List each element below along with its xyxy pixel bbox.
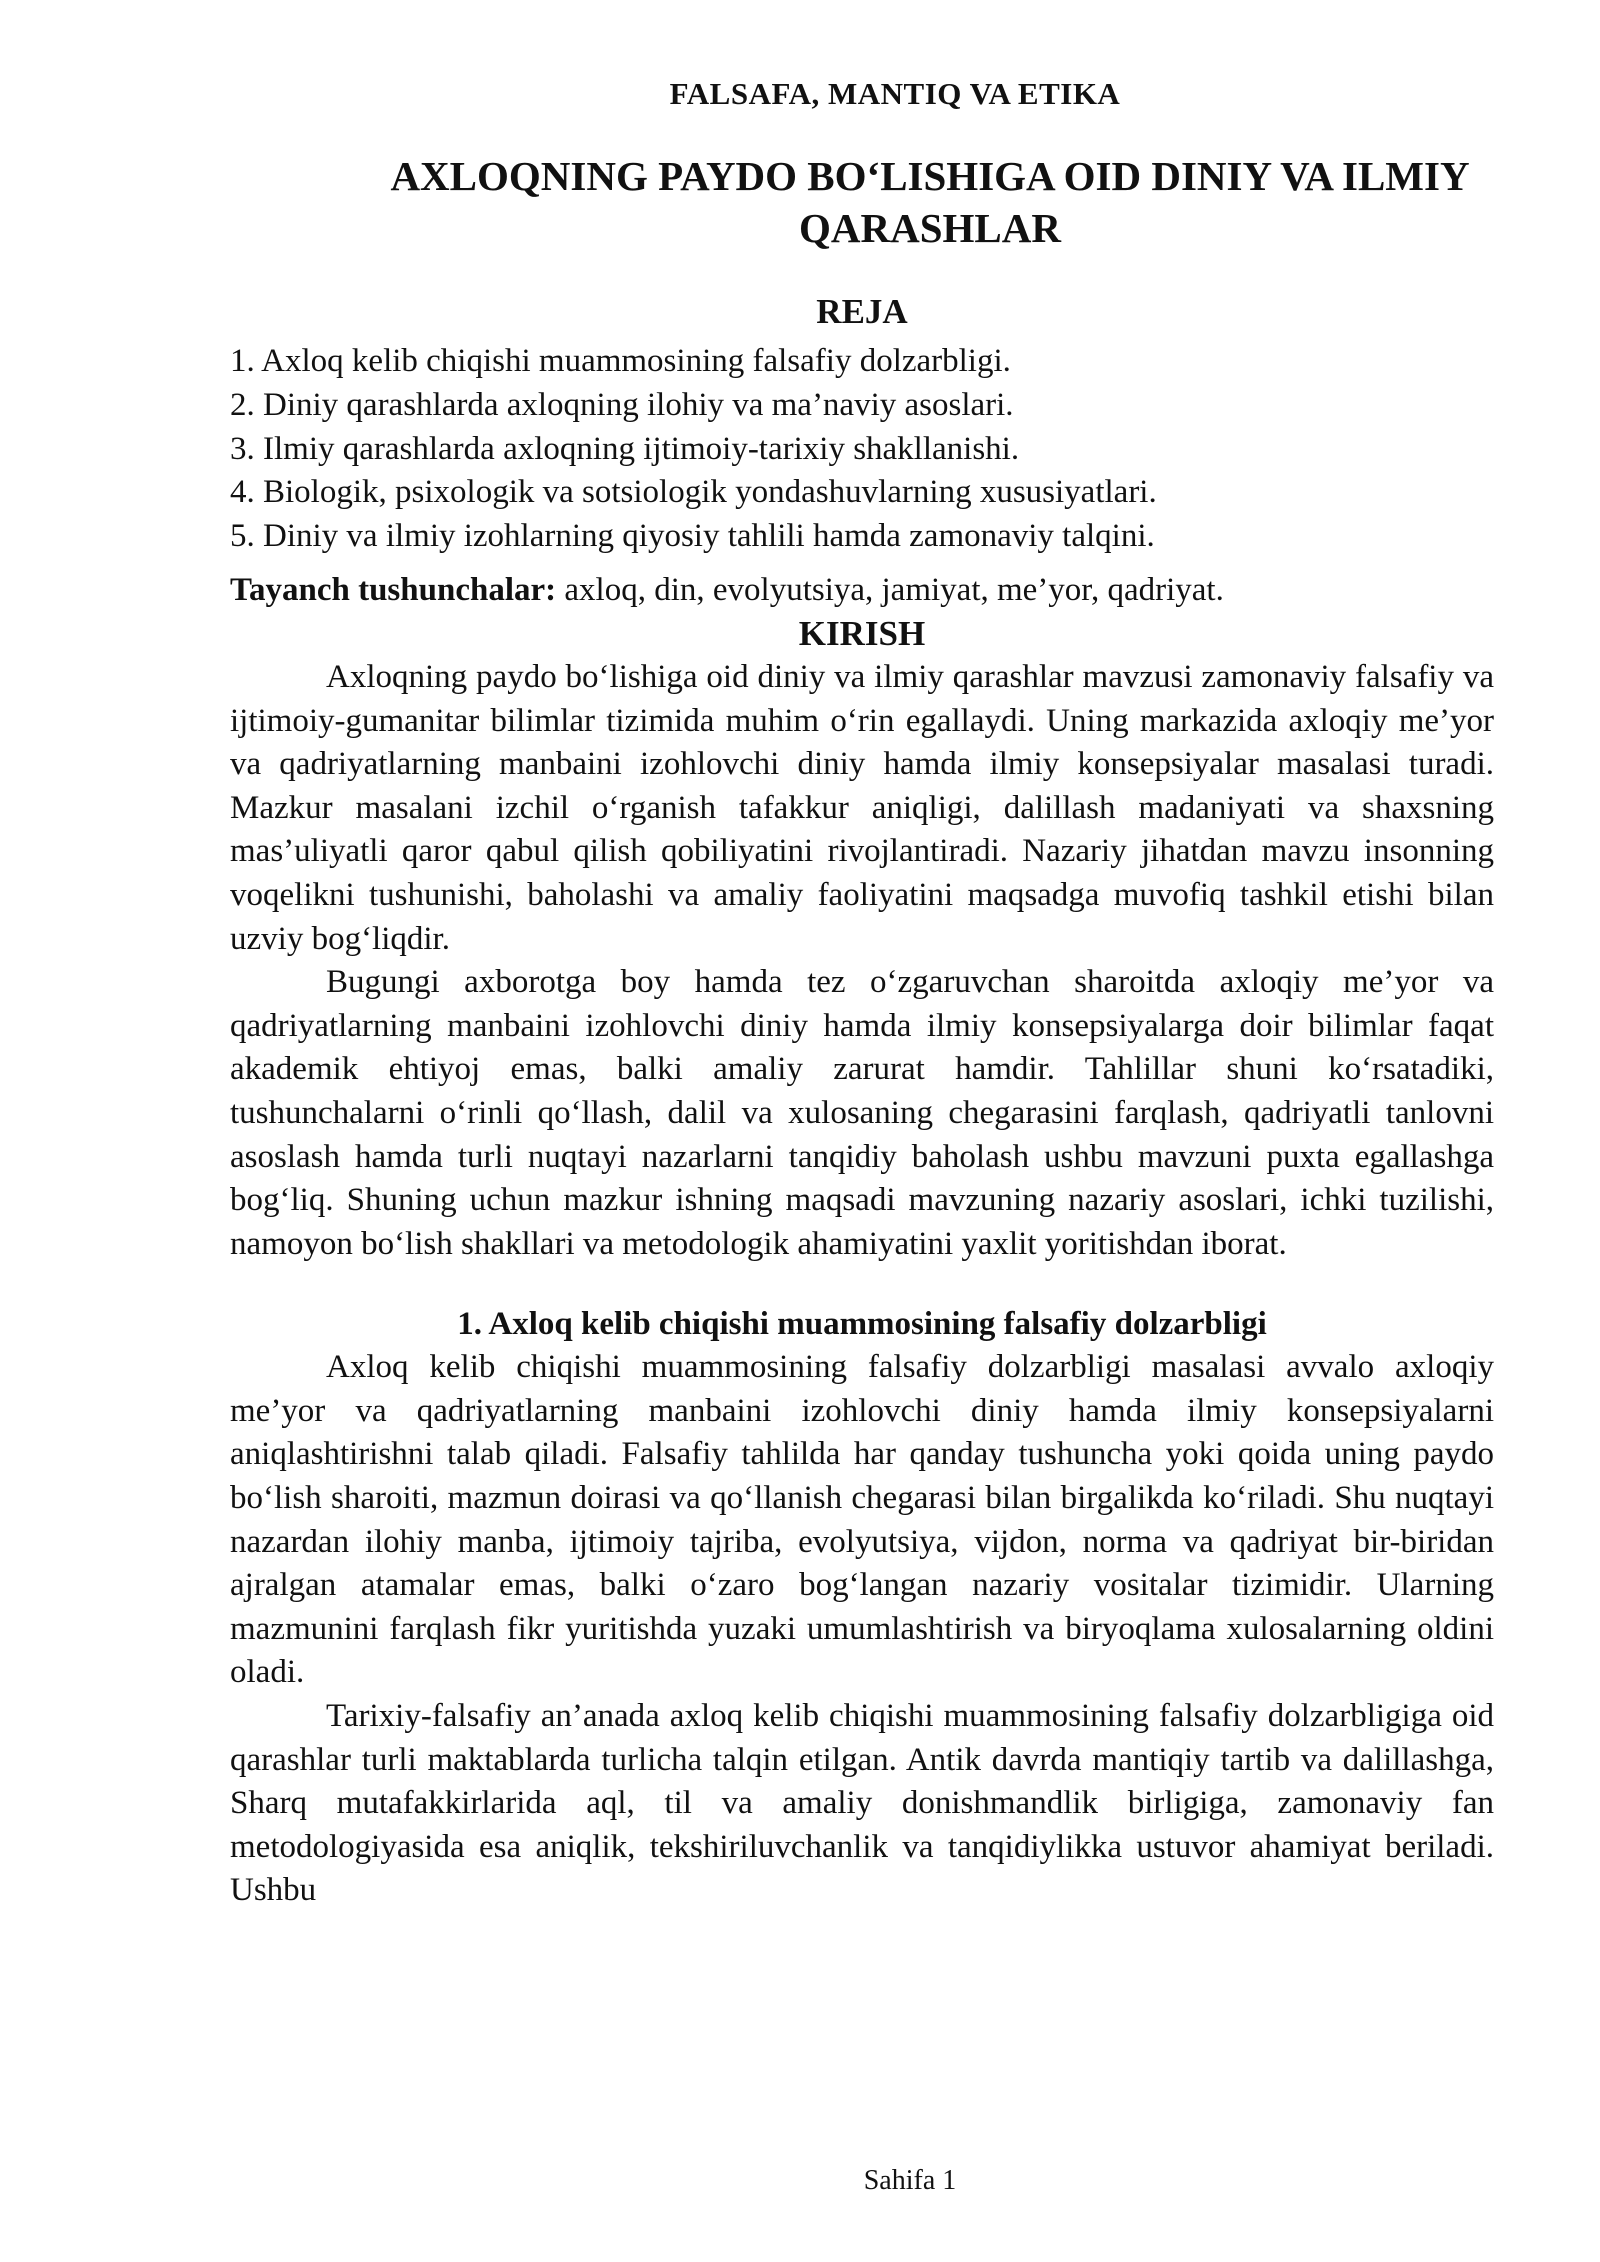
running-header: FALSAFA, MANTIQ VA ETIKA	[669, 76, 1121, 111]
document-title	[295, 150, 1565, 254]
title-line-2: QARASHLAR	[799, 205, 1061, 251]
plan-item: 4. Biologik, psixologik va sotsiologik yondashuvlarning xususiyatlari.	[230, 474, 1157, 511]
section-heading: 1. Axloq kelib chiqishi muammosining falsafiy dolzarbligi	[457, 1306, 1267, 1343]
plan-item: 2. Diniy qarashlarda axloqning ilohiy va ma’naviy asoslari.	[230, 386, 1014, 423]
section-paragraph: Axloq kelib chiqishi muammosining falsafiy dolzarbligi masalasi avvalo axloqiy me’yor va qadriyatlarning manbaini izohlovchi diniy hamda ilmiy konsepsiyalarni aniqlashtirishni talab qiladi. Falsafiy tahlilda har qanday tushuncha yoki qoida uning paydo bo‘lish sharoiti, mazmun doirasi va qo‘llanish chegarasi bilan birgalikda ko‘riladi. Shu nuqtayi nazardan ilohiy manba, ijtimoiy tajriba, evolyutsiya, vijdon, norma va qadriyat bir-biridan ajralgan atamalar emas, balki o‘zaro bog‘langan nazariy vositalar tizimidir. Ularning mazmunini farqlash fikr yuritishda yuzaki umumlashtirish va biryoqlama xulosalarning oldini oladi.	[230, 1349, 1494, 1691]
key-terms-label: Tayanch tushunchalar:	[230, 571, 557, 608]
plan-item: 5. Diniy va ilmiy izohlarning qiyosiy tahlili hamda zamonaviy talqini.	[230, 518, 1155, 555]
title-line-1: AXLOQNING PAYDO BO‘LISHIGA OID DINIY VA ILMIY	[390, 153, 1470, 199]
section-paragraph: Tarixiy-falsafiy an’anada axloq kelib chiqishi muammosining falsafiy dolzarbligiga oid qarashlar turli maktablarda turlicha talqin etilgan. Antik davrda mantiqiy tartib va dalillashga, Sharq mutafakkirlarida aql, til va amaliy donishmandlik birligiga, zamonaviy fan metodologiyasida esa aniqlik, tekshiriluvchanlik va tanqidiylikka ustuvor ahamiyat beriladi. Ushbu	[230, 1698, 1494, 1909]
document-body	[230, 290, 1494, 1913]
plan-item: 1. Axloq kelib chiqishi muammosining falsafiy dolzarbligi.	[230, 343, 1011, 379]
key-terms-text: axloq, din, evolyutsiya, jamiyat, me’yor, qadriyat.	[556, 571, 1224, 608]
key-terms	[230, 568, 1494, 612]
plan-list	[230, 340, 1494, 559]
intro-paragraph: Axloqning paydo bo‘lishiga oid diniy va ilmiy qarashlar mavzusi zamonaviy falsafiy va ijtimoiy-gumanitar bilimlar tizimida muhim o‘rin egallaydi. Uning markazida axloqiy me’yor va qadriyatlarning manbaini izohlovchi diniy hamda ilmiy konsepsiyalar masalasi turadi. Mazkur masalani izchil o‘rganish tafakkur aniqligi, dalillash madaniyati va shaxsning mas’uliyatli qaror qabul qilish qobiliyatini rivojlantiradi. Nazariy jihatdan mavzu insonning voqelikni tushunishi, baholashi va amaliy faoliyatini maqsadga muvofiq tashkil etishi bilan uzviy bog‘liqdir.	[230, 658, 1494, 957]
plan-heading: REJA	[816, 292, 908, 331]
intro-paragraph: Bugungi axborotga boy hamda tez o‘zgaruvchan sharoitda axloqiy me’yor va qadriyatlarning manbaini izohlovchi diniy hamda ilmiy konsepsiyalarga doir bilimlar faqat akademik ehtiyoj emas, balki amaliy zarurat hamdir. Tahlillar shuni ko‘rsatadiki, tushunchalarni o‘rinli qo‘llash, dalil va xulosaning chegarasini farqlash, qadriyatli tanlovni asoslash hamda turli nuqtayi nazarlarni tanqidiy baholash ushbu mavzuni puxta egallashga bog‘liq. Shuning uchun mazkur ishning maqsadi mavzuning nazariy asoslari, ichki tuzilishi, namoyon bo‘lish shakllari va metodologik ahamiyatini yaxlit yoritishdan iborat.	[230, 964, 1494, 1262]
page-number: Sahifa 1	[863, 2165, 957, 2196]
intro-heading: KIRISH	[798, 613, 926, 653]
plan-item: 3. Ilmiy qarashlarda axloqning ijtimoiy-tarixiy shakllanishi.	[230, 430, 1020, 467]
